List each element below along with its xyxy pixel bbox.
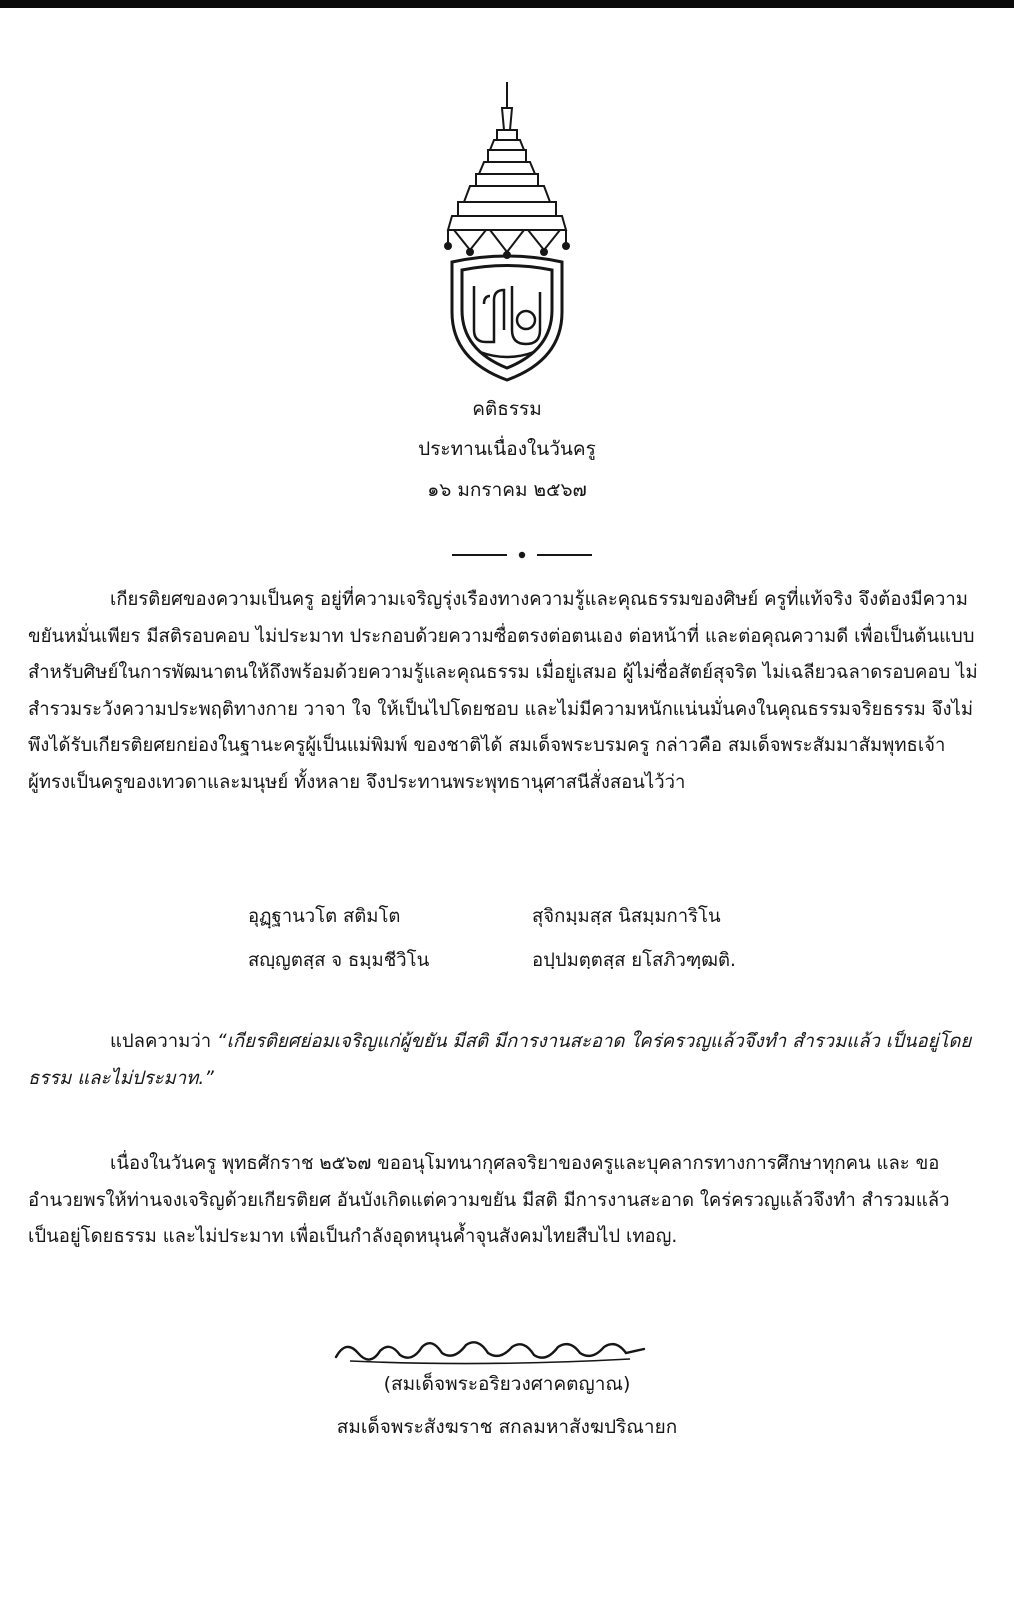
translation-quote: “เกียรติยศย่อมเจริญแก่ผู้ขยัน มีสติ มีการงานสะอาด ใคร่ครวญแล้วจึงทำ สำรวมแล้ว เป็นอยู่โดยธรรม และไม่ประมาท.”: [28, 1031, 972, 1089]
heading-date: ๑๖ มกราคม ๒๕๖๗: [427, 479, 587, 501]
ornamental-divider: [452, 550, 592, 560]
signatory-title: สมเด็จพระสังฆราช สกลมหาสังฆปริณายก: [336, 1416, 678, 1438]
heading-subtitle: ประทานเนื่องในวันครู: [418, 438, 596, 460]
verse-line-2-a: สญฺญตสฺส จ ธมฺมชีวิโน: [248, 950, 430, 971]
paragraph-3: เนื่องในวันครู พุทธศักราช ๒๕๖๗ ขออนุโมทนากุศลจริยาของครูและบุคลากรทางการศึกษาทุกคน และ ขออำนวยพรให้ท่านจงเจริญด้วยเกียรติยศ อันบังเกิดแต่ความขยัน มีสติ มีการงานสะอาด ใคร่ครวญแล้วจึงทำ สำรวมแล้ว เป็นอยู่โดยธรรม และไม่ประมาท เพื่อเป็นกำลังอุดหนุนค้ำจุนสังคมไทยสืบไป เทอญ.: [28, 1153, 950, 1247]
top-border: [0, 0, 1014, 8]
royal-emblem-icon: [440, 80, 575, 385]
translation-paragraph: [28, 1024, 986, 1097]
translation-prefix: แปลความว่า: [110, 1031, 218, 1052]
verse-line-1-b: สุจิกมฺมสฺส นิสมฺมการิโน: [532, 906, 721, 927]
verse-line-2-b: อปฺปมตฺตสฺส ยโสภิวฑฺฒติ.: [532, 950, 736, 971]
signatory-name: (สมเด็จพระอริยวงศาคตญาณ): [383, 1373, 631, 1395]
heading-title: คติธรรม: [472, 398, 542, 420]
verse-line-1-a: อุฏฺฐานวโต สติมโต: [248, 906, 401, 927]
paragraph-1: เกียรติยศของความเป็นครู อยู่ที่ความเจริญรุ่งเรืองทางความรู้และคุณธรรมของศิษย์ ครูที่แท้จริง จึงต้องมีความขยันหมั่นเพียร มีสติรอบคอบ ไม่ประมาท ประกอบด้วยความซื่อตรงต่อตนเอง ต่อหน้าที่ และต่อคุณความดี เพื่อเป็นต้นแบบสำหรับศิษย์ในการพัฒนาตนให้ถึงพร้อมด้วยความรู้และคุณธรรม เมื่อยู่เสมอ ผู้ไม่ซื่อสัตย์สุจริต ไม่เฉลียวฉลาดรอบคอบ ไม่สำรวมระวังความประพฤติทางกาย วาจา ใจ ให้เป็นไปโดยชอบ และไม่มีความหนักแน่นมั่นคงในคุณธรรมจริยธรรม จึงไม่พึงได้รับเกียรติยศยกย่องในฐานะครูผู้เป็นแม่พิมพ์ ของชาติได้ สมเด็จพระบรมครู กล่าวคือ สมเด็จพระสัมมาสัมพุทธเจ้า ผู้ทรงเป็นครูของเทวดาและมนุษย์ ทั้งหลาย จึงประทานพระพุทธานุศาสนีสั่งสอนไว้ว่า: [28, 589, 978, 793]
handwritten-signature: [330, 1333, 650, 1367]
